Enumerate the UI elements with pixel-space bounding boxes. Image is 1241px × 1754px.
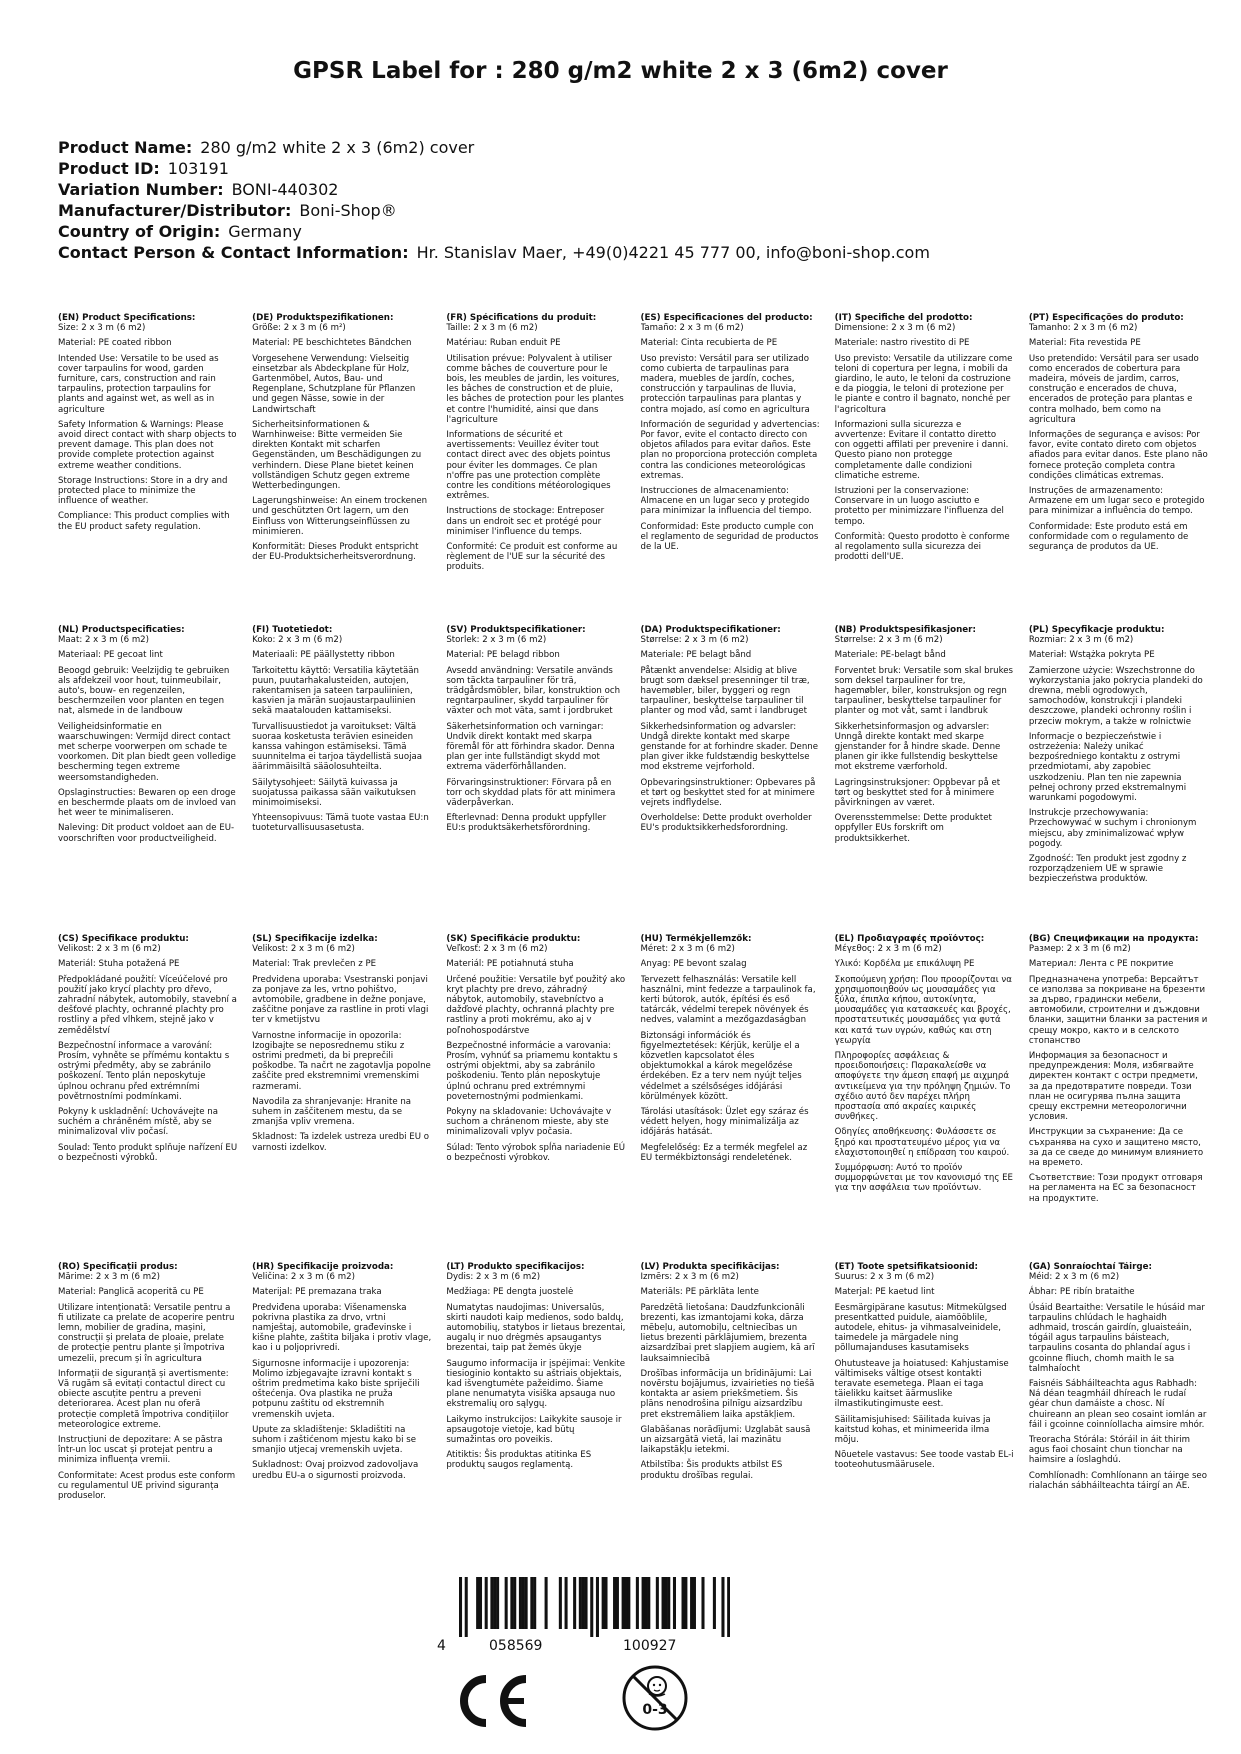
spec-paragraph: Materiál: PE potiahnutá stuha bbox=[446, 959, 574, 970]
spec-paragraph: Pokyny na skladovanie: Uchovávajte v suchom a chránenom mieste, aby ste minimalizovali vplyv počasia. bbox=[446, 1107, 612, 1138]
spec-paragraph: Súlad: Tento výrobok spĺňa nariadenie EÚ o bezpečnosti výrobkov. bbox=[446, 1142, 626, 1163]
spec-paragraph: Tamanho: 2 x 3 m (6 m2) bbox=[1028, 323, 1138, 334]
spec-paragraph: Předpokládané použití: Víceúčelové pro použití jako krycí plachty pro dřevo, zahradní nábytek, automobily, stavební a dešťové plachty, ochranné plachty pro rostliny a před vlhkem, stejně jako v zemědělství bbox=[58, 974, 237, 1036]
barcode-digits-left: 058569 bbox=[489, 1638, 543, 1654]
barcode-bar bbox=[485, 1577, 488, 1629]
spec-paragraph: Μέγεθος: 2 x 3 m (6 m2) bbox=[834, 944, 942, 955]
spec-paragraph: Uso previsto: Versátil para ser utilizado como cubierta de tarpaulinas para madera, muebles de jardín, coches, construcción y tarpaulinas de lluvia, protección tarpaulinas para plantas y contra mojado, así como en agricultura bbox=[640, 353, 810, 415]
spec-paragraph: Conformidad: Este producto cumple con el reglamento de seguridad de productos de la UE. bbox=[640, 521, 819, 553]
spec-paragraph: Taille: 2 x 3 m (6 m2) bbox=[446, 323, 538, 334]
barcode-bar bbox=[602, 1577, 605, 1629]
barcode-bar bbox=[662, 1577, 665, 1629]
spec-heading: (BG) Спецификации на продукта: bbox=[1028, 934, 1199, 944]
spec-paragraph: Navodila za shranjevanje: Hranite na suhem in zaščitenem mestu, da se zmanjša vpliv vremena. bbox=[252, 1096, 412, 1128]
barcode-bar bbox=[673, 1577, 676, 1629]
spec-paragraph: Съответствие: Този продукт отговаря на регламента на ЕС за безопасност на продуктите. bbox=[1028, 1173, 1203, 1204]
spec-section bbox=[252, 1262, 431, 1566]
spec-paragraph: Predvidena uporaba: Vsestranski ponjavi za ponjave za les, vrtno pohištvo, avtomobile, gradbene in dežne ponjave, zaščitne ponjave za rastline in proti vlagi ter v kmetijstvu bbox=[252, 974, 429, 1026]
spec-paragraph: Upute za skladištenje: Skladištiti na suhom i zaštićenom mjestu kako bi se smanjio utjecaj vremenskih uvjeta. bbox=[252, 1424, 416, 1456]
barcode-bar bbox=[545, 1577, 548, 1629]
spec-paragraph: Material: PE belagd ribbon bbox=[446, 650, 560, 661]
barcode-bar bbox=[513, 1577, 516, 1629]
barcode-bar bbox=[579, 1577, 582, 1629]
barcode-bar bbox=[701, 1577, 704, 1629]
spec-paragraph: Forventet bruk: Versatile som skal brukes som deksel tarpauliner for tre, hagemøbler, biler, konstruksjon og regn tarpauliner, beskyttelse tarpauliner for planter og mot våt, samt i landbruk bbox=[834, 665, 1014, 717]
spec-paragraph: Efterlevnad: Denna produkt uppfyller EU:s produktsäkerhetsförordning. bbox=[446, 813, 607, 834]
spec-paragraph: Conformité: Ce produit est conforme au règlement de l'UE sur la sécurité des produits. bbox=[446, 542, 618, 573]
spec-paragraph: Yhteensopivuus: Tämä tuote vastaa EU:n tuoteturvallisuusasetusta. bbox=[252, 813, 429, 834]
barcode-bar bbox=[496, 1577, 499, 1629]
spec-heading: (DE) Produktspezifikationen: bbox=[252, 313, 394, 323]
spec-paragraph: Σκοπούμενη χρήση: Που προορίζονται να χρησιμοποιηθούν ως μουσαμάδες για ξύλα, έπιπλα κήπου, αυτοκίνητα, μουσαμάδες για κατασκευές και βροχές, προστατευτικές μουσαμάδες για φυτά και κατά των υγρών, καθώς και στη γεωργία bbox=[834, 974, 1012, 1046]
spec-section bbox=[1029, 934, 1208, 1262]
spec-paragraph: Tarkoitettu käyttö: Versatilia käytetään puun, puutarhakalusteiden, autojen, rakentamisen ja sateen tarpauliinien, kasvien ja märän suojaustarpauliinien sekä maatalouden kattamiseksi. bbox=[252, 665, 419, 717]
spec-paragraph: Storlek: 2 x 3 m (6 m2) bbox=[446, 635, 547, 646]
spec-section bbox=[58, 1262, 237, 1566]
barcode-bar bbox=[510, 1577, 513, 1629]
spec-paragraph: Material: PE beschichtetes Bändchen bbox=[252, 338, 412, 349]
barcode-digits-right: 100927 bbox=[623, 1638, 677, 1654]
spec-heading: (LT) Produkto specifikacijos: bbox=[446, 1262, 585, 1272]
spec-section bbox=[641, 934, 820, 1262]
spec-heading: (HR) Specifikacije proizvoda: bbox=[252, 1262, 394, 1272]
spec-paragraph: Zamierzone użycie: Wszechstronne do wykorzystania jako pokrycia plandeki do drewna, mebli ogrodowych, samochodów, konstrukcji i plandeki deszczowe, plandeki ochronny roślin i przeciw mokrym, a także w rolnictwie bbox=[1028, 665, 1203, 727]
spec-paragraph: Vorgesehene Verwendung: Vielseitig einsetzbar als Abdeckplane für Holz, Gartenmöbel, Autos, Bau- und Regenplane, Schutzplane für Pflanzen und gegen Nässe, sowie in der Landwirtschaft bbox=[252, 353, 416, 415]
product-info bbox=[58, 137, 1188, 263]
spec-paragraph: Veličina: 2 x 3 m (6 m2) bbox=[252, 1272, 355, 1283]
spec-paragraph: Sukladnost: Ovaj proizvod zadovoljava uredbu EU-a o sigurnosti proizvoda. bbox=[252, 1460, 419, 1481]
spec-heading: (DA) Produktspecifikationer: bbox=[640, 625, 781, 635]
info-row bbox=[58, 200, 1188, 221]
info-value: 103191 bbox=[167, 159, 229, 178]
spec-paragraph: Lagringsinstruksjoner: Oppbevar på et tørt og beskyttet sted for å minimere påvirkningen av været. bbox=[834, 777, 1001, 809]
page-title: GPSR Label for : 280 g/m2 white 2 x 3 (6m2) cover bbox=[293, 58, 948, 84]
spec-paragraph: Maat: 2 x 3 m (6 m2) bbox=[58, 635, 150, 646]
spec-section bbox=[252, 313, 431, 625]
spec-paragraph: Sikkerhedsinformation og advarsler: Undgå direkte kontakt med skarpe genstande for at forhindre skader. Denne plan giver ikke fuldstændig beskyttelse mod ekstreme vejrforhold. bbox=[640, 721, 819, 773]
spec-heading: (ET) Toote spetsifikatsioonid: bbox=[834, 1262, 979, 1272]
barcode-bar bbox=[690, 1577, 693, 1629]
info-label: Contact Person & Contact Information: bbox=[58, 243, 409, 262]
spec-paragraph: Velikost: 2 x 3 m (6 m2) bbox=[252, 944, 355, 955]
spec-paragraph: Информация за безопасност и предупреждения: Моля, избягвайте директен контакт с остри предмети, за да предотвратите повреди. Този план не осигурява пълна защита срещу екстремни метеорологични условия. bbox=[1028, 1051, 1198, 1123]
spec-paragraph: Opslaginstructies: Bewaren op een droge en beschermde plaats om de invloed van het weer te minimaliseren. bbox=[58, 787, 236, 819]
spec-heading: (EL) Προδιαγραφές προϊόντος: bbox=[834, 934, 985, 944]
spec-heading: (PL) Specyfikacje produktu: bbox=[1028, 625, 1165, 635]
barcode-bar bbox=[590, 1577, 593, 1637]
spec-section bbox=[835, 934, 1014, 1262]
barcode-bar bbox=[713, 1577, 716, 1629]
barcode-bar bbox=[624, 1577, 627, 1629]
spec-paragraph: Comhlíonadh: Comhlíonann an táirge seo rialachán sábháilteachta táirgí an AE. bbox=[1028, 1470, 1207, 1491]
spec-paragraph: Materiale: PE belagt bånd bbox=[640, 650, 752, 661]
spec-paragraph: Skladnost: Ta izdelek ustreza uredbi EU o varnosti izdelkov. bbox=[252, 1132, 429, 1153]
spec-paragraph: Ohutusteave ja hoiatused: Kahjustamise vältimiseks vältige otsest kontakti teravate esemetega. Plaan ei taga täielikku kaitset äärmuslike ilmastikutingimuste eest. bbox=[834, 1358, 1009, 1410]
barcode-bar bbox=[476, 1577, 479, 1629]
spec-paragraph: Συμμόρφωση: Αυτό το προϊόν συμμορφώνεται με τον κανονισμό της ΕΕ για την ασφάλεια των προϊόντων. bbox=[834, 1163, 1013, 1194]
barcode-bar bbox=[642, 1577, 645, 1629]
info-label: Manufacturer/Distributor: bbox=[58, 201, 292, 220]
spec-paragraph: Safety Information & Warnings: Please avoid direct contact with sharp objects to prevent damage. This plan does not provide complete protection against extreme weather conditions. bbox=[58, 419, 237, 471]
barcode-bar bbox=[727, 1577, 730, 1637]
spec-paragraph: Materiaali: PE päällystetty ribbon bbox=[252, 650, 395, 661]
spec-paragraph: Utilisation prévue: Polyvalent à utiliser comme bâches de couverture pour le bois, les meubles de jardin, les voitures, les bâches de construction et de pluie, les bâches de protection pour les plantes et contre l'humidité, ainsi que dans l'agriculture bbox=[446, 353, 624, 425]
spec-paragraph: Určené použitie: Versatile byť použitý ako kryt plachty pre drevo, záhradný nábytok, automobily, stavebníctvo a dažďové plachty, ochranná plachty pre rastliny a proti mokrému, ako aj v poľnohospodárstve bbox=[446, 974, 626, 1036]
spec-heading: (ES) Especificaciones del producto: bbox=[640, 313, 813, 323]
spec-paragraph: Förvaringsinstruktioner: Förvara på en torr och skyddad plats för att minimera väderpåverkan. bbox=[446, 777, 616, 809]
spec-paragraph: Säilitamisjuhised: Säilitada kuivas ja kaitstud kohas, et minimeerida ilma mõju. bbox=[834, 1414, 991, 1446]
spec-paragraph: Materiał: Wstążka pokryta PE bbox=[1028, 650, 1155, 661]
spec-heading: (SK) Špecifikácie produktu: bbox=[446, 934, 581, 944]
spec-heading: (LV) Produkta specifikācijas: bbox=[640, 1262, 780, 1272]
info-row bbox=[58, 221, 1188, 242]
spec-paragraph: Koko: 2 x 3 m (6 m2) bbox=[252, 635, 343, 646]
spec-paragraph: Informations de sécurité et avertissements: Veuillez éviter tout contact direct avec des objets pointus pour éviter les dommages. Ce plan n'offre pas une protection complète contre les conditions météorologiques extrêmes. bbox=[446, 430, 611, 502]
barcode bbox=[433, 1577, 730, 1663]
spec-paragraph: Utilizare intenționată: Versatile pentru a fi utilizate ca prelate de acoperire pentru lemn, mobilier de gradina, mașini, construcții și prelata de ploaie, prelate de protecție pentru plante și împotriva umezelii, precum și în agricultura bbox=[58, 1302, 235, 1364]
spec-section bbox=[58, 934, 237, 1262]
info-label: Country of Origin: bbox=[58, 222, 221, 241]
spec-paragraph: Sikkerhetsinformasjon og advarsler: Unngå direkte kontakt med skarpe gjenstander for å hindre skade. Denne planen gir ikke fullstendig beskyttelse mot ekstreme værforhold. bbox=[834, 721, 1001, 773]
spec-paragraph: Material: PE coated ribbon bbox=[58, 338, 172, 349]
spec-paragraph: Paredzētā lietošana: Daudzfunkcionāli brezenti, kas izmantojami koka, dārza mēbeļu, automobiļu, celtniecības un lietus brezenti pārklājumiem, brezenta aizsardzībai pret slapjiem augiem, kā arī lauksaimniecībā bbox=[640, 1302, 815, 1364]
spec-paragraph: Veľkosť: 2 x 3 m (6 m2) bbox=[446, 944, 548, 955]
spec-paragraph: Konformität: Dieses Produkt entspricht der EU-Produktsicherheitsverordnung. bbox=[252, 542, 419, 563]
barcode-digit-prefix: 4 bbox=[437, 1638, 446, 1654]
info-value: Hr. Stanislav Maer, +49(0)4221 45 777 00, info@boni-shop.com bbox=[416, 243, 930, 262]
spec-paragraph: Instrucciones de almacenamiento: Almacene en un lugar seco y protegido para minimizar la influencia del tiempo. bbox=[640, 486, 812, 517]
spec-paragraph: Conformità: Questo prodotto è conforme al regolamento sulla sicurezza dei prodotti dell'UE. bbox=[834, 531, 1010, 563]
spec-paragraph: Материал: Лента с PE покритие bbox=[1028, 959, 1174, 970]
spec-paragraph: Opbevaringsinstruktioner: Opbevares på et tørt og beskyttet sted for at minimere vejrets indflydelse. bbox=[640, 777, 816, 809]
barcode-bar bbox=[530, 1577, 533, 1629]
barcode-bar bbox=[493, 1577, 496, 1629]
spec-paragraph: Instrukcje przechowywania: Przechowywać w suchym i chronionym miejscu, aby zminimalizować wpływ pogody. bbox=[1028, 808, 1197, 849]
spec-paragraph: Izmērs: 2 x 3 m (6 m2) bbox=[640, 1272, 739, 1283]
spec-paragraph: Megfelelőség: Ez a termék megfelel az EU termékbiztonsági rendeletének. bbox=[640, 1142, 808, 1163]
barcode-bar bbox=[525, 1577, 528, 1629]
info-value: BONI-440302 bbox=[231, 180, 339, 199]
barcode-bar bbox=[582, 1577, 585, 1629]
barcode-bar bbox=[656, 1577, 659, 1629]
spec-section bbox=[835, 1262, 1014, 1566]
info-value: Germany bbox=[228, 222, 302, 241]
age-warning-icon bbox=[621, 1664, 689, 1732]
barcode-bar bbox=[573, 1577, 576, 1629]
spec-heading: (IT) Specifiche del prodotto: bbox=[834, 313, 973, 323]
spec-section bbox=[446, 313, 625, 625]
barcode-bar bbox=[684, 1577, 687, 1629]
barcode-bars bbox=[459, 1577, 730, 1637]
spec-paragraph: Conformitate: Acest produs este conform cu regulamentul UE privind siguranța produselor. bbox=[58, 1470, 236, 1502]
barcode-bar bbox=[693, 1577, 696, 1629]
info-row bbox=[58, 242, 1188, 263]
spec-section bbox=[1029, 625, 1208, 934]
spec-paragraph: Nõuetele vastavus: See toode vastab EL-i tooteohutusmäärusele. bbox=[834, 1450, 1014, 1471]
spec-paragraph: Rozmiar: 2 x 3 m (6 m2) bbox=[1028, 635, 1134, 646]
spec-section bbox=[835, 313, 1014, 625]
spec-paragraph: Velikost: 2 x 3 m (6 m2) bbox=[58, 944, 161, 955]
spec-paragraph: Turvallisuustiedot ja varoitukset: Vältä suoraa kosketusta terävien esineiden kanssa vahingon estämiseksi. Tämä suunnitelma ei tarjoa täydellistä suojaa äärimmäisiltä sääolosuhteilta. bbox=[252, 721, 423, 773]
spec-paragraph: Materjal: PE kaetud lint bbox=[834, 1287, 935, 1298]
spec-paragraph: Размер: 2 x 3 m (6 m2) bbox=[1028, 944, 1131, 955]
spec-paragraph: Avsedd användning: Versatile används som täckta tarpauliner för trä, trädgårdsmöbler, bilar, konstruktion och regntarpauliner, skydd tarpauliner för växter och mot väta, samt i jordbruket bbox=[446, 665, 621, 717]
spec-paragraph: Storage Instructions: Store in a dry and protected place to minimize the influence of weather. bbox=[58, 475, 228, 507]
spec-paragraph: Laikymo instrukcijos: Laikykite sausoje ir apsaugotoje vietoje, kad būtų sumažintas oro poveikis. bbox=[446, 1414, 622, 1446]
barcode-bar bbox=[559, 1577, 562, 1629]
spec-section bbox=[446, 934, 625, 1262]
spec-paragraph: Størrelse: 2 x 3 m (6 m2) bbox=[640, 635, 749, 646]
spec-paragraph: Pokyny k uskladnění: Uchovávejte na suchém a chráněném místě, aby se minimalizoval vliv počasí. bbox=[58, 1107, 218, 1138]
spec-paragraph: Úsáid Beartaithe: Versatile le húsáid mar tarpaulins chlúdach le haghaidh adhmaid, troscán gairdín, gluaisteáin, tógáil agus tarpaulins báisteach, tarpaulins cosanta do phlandaí agus i gcoinne fliuch, chomh maith le sa talmhaíocht bbox=[1028, 1302, 1205, 1374]
spec-paragraph: Naleving: Dit product voldoet aan de EU-voorschriften voor productveiligheid. bbox=[58, 823, 235, 844]
spec-paragraph: Bezpečnostní informace a varování: Prosím, vyhněte se přímému kontaktu s ostrými předměty, aby se zabránilo poškození. Tento plán neposkytuje úplnou ochranu před extrémními povětrnostními podmínkami. bbox=[58, 1040, 230, 1102]
spec-paragraph: Инструкции за съхранение: Да се съхранява на сухо и защитено място, за да се сведе до минимум влиянието на времето. bbox=[1028, 1127, 1204, 1169]
spec-section bbox=[641, 313, 820, 625]
spec-paragraph: Faisnéis Sábháilteachta agus Rabhadh: Ná déan teagmháil dhíreach le rudaí géar chun damáiste a chosc. Ní chuireann an plean seo cosaint iomlán ar fáil i gcoinne coinníollacha aimsire mhór. bbox=[1028, 1379, 1207, 1430]
spec-paragraph: Size: 2 x 3 m (6 m2) bbox=[58, 323, 146, 334]
spec-heading: (SV) Produktspecifikationer: bbox=[446, 625, 586, 635]
spec-paragraph: Informazioni sulla sicurezza e avvertenze: Evitare il contatto diretto con oggetti affilati per prevenire i danni. Questo piano non protegge completamente dalle condizioni climatiche estreme. bbox=[834, 419, 1009, 481]
info-label: Product Name: bbox=[58, 138, 193, 157]
spec-paragraph: Informații de siguranță și avertismente: Vă rugăm să evitați contactul direct cu obiecte ascuțite pentru a preveni deteriorarea. Acest plan nu oferă protecție completă împotriva condițiilor meteorologice extreme. bbox=[58, 1368, 229, 1430]
spec-paragraph: Ábhar: PE ribín brataithe bbox=[1028, 1287, 1135, 1298]
spec-heading: (SL) Specifikacije izdelka: bbox=[252, 934, 378, 944]
specifications-grid bbox=[58, 313, 1208, 1566]
spec-section bbox=[446, 625, 625, 934]
spec-heading: (FI) Tuotetiedot: bbox=[252, 625, 333, 635]
barcode-bar bbox=[479, 1577, 482, 1629]
barcode-bar bbox=[647, 1577, 650, 1629]
barcode-bar bbox=[721, 1577, 724, 1637]
spec-section bbox=[1029, 1262, 1208, 1566]
spec-paragraph: Materijal: PE premazana traka bbox=[252, 1287, 382, 1298]
info-row bbox=[58, 179, 1188, 200]
barcode-bar bbox=[533, 1577, 536, 1629]
spec-paragraph: Tervezett felhasználás: Versatile kell használni, mint fedezze a tarpaulinok fa, kerti bútorok, autók, építési és eső tatárcák, védelmi terepek növények és nedves, valamint a mezőgazdaságban bbox=[640, 974, 816, 1026]
barcode-bar bbox=[636, 1577, 639, 1629]
age-warning-label: 0-3 bbox=[642, 1702, 668, 1718]
spec-paragraph: Varnostne informacije in opozorila: Izogibajte se neposrednemu stiku z ostrimi predmeti, da bi preprečili poškodbe. Ta načrt ne zagotavlja popolne zaščite pred ekstremnimi vremenskimi razmerami. bbox=[252, 1030, 431, 1092]
spec-paragraph: Sicherheitsinformationen & Warnhinweise: Bitte vermeiden Sie direkten Kontakt mit scharfen Gegenständen, um Beschädigungen zu verhindern. Diese Plane bietet keinen vollständigen Schutz gegen extreme Wetterbedingungen. bbox=[252, 419, 422, 492]
barcode-bar bbox=[627, 1577, 630, 1629]
ce-mark-icon bbox=[452, 1673, 532, 1729]
spec-paragraph: Tárolási utasítások: Üzlet egy száraz és védett helyen, hogy minimalizálja az időjárás hatását. bbox=[640, 1107, 809, 1138]
spec-paragraph: Størrelse: 2 x 3 m (6 m2) bbox=[834, 635, 943, 646]
spec-paragraph: Påtænkt anvendelse: Alsidig at blive brugt som dæksel presenninger til træ, havemøbler, biler, byggeri og regn tarpauliner, beskyttelse tarpauliner til planter og mod våd, samt i landbruget bbox=[640, 665, 810, 717]
spec-paragraph: Overholdelse: Dette produkt overholder EU's produktsikkerhedsforordning. bbox=[640, 813, 812, 834]
spec-paragraph: Biztonsági információk és figyelmeztetések: Kérjük, kerülje el a közvetlen kapcsolatot éles objektumokkal a károk megelőzése érdekében. Ez a terv nem nyújt teljes védelmet a szélsőséges időjárási körülmények között. bbox=[640, 1030, 802, 1102]
spec-paragraph: Méret: 2 x 3 m (6 m2) bbox=[640, 944, 735, 955]
spec-paragraph: Dydis: 2 x 3 m (6 m2) bbox=[446, 1272, 541, 1283]
barcode-bar bbox=[682, 1577, 685, 1629]
spec-paragraph: Предназначена употреба: Версайтът се използва за покриване на брезенти за дърво, градински мебели, автомобили, строителни и дъждовни бланки, защитни бланки за растения и срещу мокро, както и в селското стопанство bbox=[1028, 974, 1208, 1046]
spec-paragraph: Atbilstība: Šis produkts atbilst ES produktu drošības regulai. bbox=[640, 1460, 783, 1481]
spec-paragraph: Overensstemmelse: Dette produktet oppfyller EUs forskrift om produktsikkerhet. bbox=[834, 813, 992, 844]
spec-heading: (HU) Termékjellemzők: bbox=[640, 934, 752, 944]
spec-paragraph: Saugumo informacija ir įspėjimai: Venkite tiesioginio kontakto su aštriais objektais, kad išvengtumėte pažeidimo. Šiame plane nenumatyta visiška apsauga nuo ekstremalių oro sąlygų. bbox=[446, 1358, 626, 1410]
spec-paragraph: Materiale: nastro rivestito di PE bbox=[834, 338, 970, 349]
spec-paragraph: Instruções de armazenamento: Armazene em um lugar seco e protegido para minimizar a influência do tempo. bbox=[1028, 486, 1205, 517]
spec-paragraph: Atitiktis: Šis produktas atitinka ES produktų saugos reglamentą. bbox=[446, 1450, 592, 1471]
spec-paragraph: Informações de segurança e avisos: Por favor, evite contato direto com objetos afiados para evitar danos. Este plano não fornece proteção completa contra condições climáticas extremas. bbox=[1028, 430, 1208, 481]
spec-section bbox=[1029, 313, 1208, 625]
barcode-bar bbox=[596, 1577, 599, 1637]
spec-heading: (EN) Product Specifications: bbox=[58, 313, 196, 323]
spec-paragraph: Größe: 2 x 3 m (6 m²) bbox=[252, 323, 346, 334]
barcode-bar bbox=[585, 1577, 588, 1629]
spec-paragraph: Mărime: 2 x 3 m (6 m2) bbox=[58, 1272, 160, 1283]
spec-paragraph: Οδηγίες αποθήκευσης: Φυλάσσετε σε ξηρό και προστατευμένο μέρος για να ελαχιστοποιηθεί η επίδραση του καιρού. bbox=[834, 1127, 1010, 1158]
spec-paragraph: Matériau: Ruban enduit PE bbox=[446, 338, 561, 349]
barcode-bar bbox=[664, 1577, 667, 1629]
barcode-bar bbox=[505, 1577, 508, 1629]
spec-paragraph: Instructions de stockage: Entreposer dans un endroit sec et protégé pour minimiser l'influence du temps. bbox=[446, 506, 605, 537]
spec-paragraph: Material: Trak prevlečen z PE bbox=[252, 959, 377, 970]
spec-paragraph: Conformidade: Este produto está em conformidade com o regulamento de segurança de produtos da UE. bbox=[1028, 521, 1189, 553]
barcode-bar bbox=[604, 1577, 607, 1629]
barcode-bar bbox=[667, 1577, 670, 1629]
spec-section bbox=[641, 625, 820, 934]
spec-paragraph: Anyag: PE bevont szalag bbox=[640, 959, 747, 970]
info-value: Boni-Shop® bbox=[299, 201, 397, 220]
spec-paragraph: Méid: 2 x 3 m (6 m2) bbox=[1028, 1272, 1120, 1283]
spec-paragraph: Instrucțiuni de depozitare: A se păstra într-un loc uscat și protejat pentru a minimiza influența vremii. bbox=[58, 1435, 223, 1466]
spec-section bbox=[252, 934, 431, 1262]
spec-paragraph: Uso pretendido: Versátil para ser usado como encerados de cobertura para madeira, móveis de jardim, carros, construção e encerados de chuva, encerados de proteção para plantas e contra molhado, bem como na agricultura bbox=[1028, 353, 1199, 425]
barcode-bar bbox=[490, 1577, 493, 1629]
spec-paragraph: Bezpečnostné informácie a varovania: Prosím, vyhnúť sa priamemu kontaktu s ostrými objektmi, aby sa zabránilo poškodeniu. Tento plán neposkytuje úplnú ochranu pred extrémnymi poveternostnými podmienkami. bbox=[446, 1040, 618, 1102]
spec-paragraph: Säilytysohjeet: Säilytä kuivassa ja suojatussa paikassa sään vaikutuksen minimoimiseksi. bbox=[252, 777, 417, 809]
spec-section bbox=[835, 625, 1014, 934]
spec-section bbox=[446, 1262, 625, 1566]
barcode-bar bbox=[459, 1577, 462, 1637]
spec-heading: (NB) Produktspesifikasjoner: bbox=[834, 625, 976, 635]
barcode-bar bbox=[522, 1577, 525, 1629]
barcode-bar bbox=[613, 1577, 616, 1629]
barcode-bar bbox=[565, 1577, 568, 1629]
spec-paragraph: Material: Panglică acoperită cu PE bbox=[58, 1287, 204, 1298]
spec-paragraph: Veiligheidsinformatie en waarschuwingen: Vermijd direct contact met scherpe voorwerpen om schade te voorkomen. Dit plan biedt geen volledige bescherming tegen extreme weersomstandigheden. bbox=[58, 721, 236, 783]
spec-paragraph: Materiaal: PE gecoat lint bbox=[58, 650, 163, 661]
spec-paragraph: Soulad: Tento produkt splňuje nařízení EU o bezpečnosti výrobků. bbox=[58, 1142, 238, 1163]
spec-paragraph: Zgodność: Ten produkt jest zgodny z rozporządzeniem UE w sprawie bezpieczeństwa produktów. bbox=[1028, 854, 1187, 885]
info-row bbox=[58, 137, 1188, 158]
spec-paragraph: Materiál: Stuha potažená PE bbox=[58, 959, 180, 970]
spec-paragraph: Treoracha Stórála: Stóráil in áit thirim agus faoi chosaint chun tionchar na haimsire a íoslaghdú. bbox=[1028, 1435, 1191, 1466]
spec-paragraph: Informacje o bezpieczeństwie i ostrzeżenia: Należy unikać bezpośredniego kontaktu z ostrymi przedmiotami, aby zapobiec uszkodzeniu. Plan ten nie zapewnia pełnej ochrony przed ekstremalnymi warunkami pogodowymi. bbox=[1028, 731, 1187, 804]
info-label: Product ID: bbox=[58, 159, 160, 178]
info-label: Variation Number: bbox=[58, 180, 224, 199]
spec-paragraph: Sigurnosne informacije i upozorenja: Molimo izbjegavajte izravni kontakt s oštrim predmetima kako biste spriječili oštećenja. Ova plastika ne pruža potpunu zaštitu od ekstremnih vremenskih uvjeta. bbox=[252, 1358, 420, 1420]
spec-paragraph: Lagerungshinweise: An einem trockenen und geschützten Ort lagern, um den Einfluss von Witterungseinflüssen zu minimieren. bbox=[252, 496, 428, 537]
spec-paragraph: Dimensione: 2 x 3 m (6 m2) bbox=[834, 323, 956, 334]
spec-section bbox=[58, 313, 237, 625]
spec-paragraph: Tamaño: 2 x 3 m (6 m2) bbox=[640, 323, 744, 334]
spec-heading: (RO) Specificații produs: bbox=[58, 1262, 178, 1272]
spec-paragraph: Numatytas naudojimas: Universalūs, skirti naudoti kaip medienos, sodo baldų, automobilių, statybos ir lietaus brezentai, augalų ir nuo drėgmės apsaugantys brezentai, taip pat žemės ūkyje bbox=[446, 1302, 626, 1354]
spec-paragraph: Material: Fita revestida PE bbox=[1028, 338, 1141, 349]
spec-paragraph: Materiāls: PE pārklāta lente bbox=[640, 1287, 759, 1298]
info-value: 280 g/m2 white 2 x 3 (6m2) cover bbox=[200, 138, 475, 157]
barcode-bar bbox=[519, 1577, 522, 1629]
spec-paragraph: Beoogd gebruik: Veelzijdig te gebruiken als afdekzeil voor hout, tuinmeubilair, auto's, bouw- en regenzeilen, beschermzeilen voor planten en tegen nat, alsmede in de landbouw bbox=[58, 665, 230, 717]
spec-paragraph: Materiale: PE-belagt bånd bbox=[834, 650, 946, 661]
spec-paragraph: Intended Use: Versatile to be used as cover tarpaulins for wood, garden furniture, cars, construction and rain tarpaulins, protection tarpaulins for plants and against wet, as well as in agriculture bbox=[58, 353, 219, 415]
info-row bbox=[58, 158, 1188, 179]
barcode-bar bbox=[622, 1577, 625, 1629]
spec-heading: (NL) Productspecificaties: bbox=[58, 625, 185, 635]
spec-section bbox=[641, 1262, 820, 1566]
spec-paragraph: Eesmärgipärane kasutus: Mitmekülgsed presentkatted puidule, aiamööblile, autodele, ehitus- ja vihmasalveinidele, taimedele ja märgadele ning põllumajanduses kasutamiseks bbox=[834, 1302, 1007, 1354]
spec-paragraph: Compliance: This product complies with the EU product safety regulation. bbox=[58, 511, 230, 532]
barcode-bar bbox=[616, 1577, 619, 1629]
spec-section bbox=[252, 625, 431, 934]
spec-heading: (PT) Especificações do produto: bbox=[1028, 313, 1184, 323]
spec-paragraph: Πληροφορίες ασφάλειας & προειδοποιήσεις: Παρακαλείσθε να αποφύγετε την άμεση επαφή με αιχμηρά αντικείμενα για την πρόληψη ζημιών. Το σχέδιο αυτό δεν παρέχει πλήρη προστασία από ακραίες καιρικές συνθήκες. bbox=[834, 1051, 1011, 1123]
spec-paragraph: Istruzioni per la conservazione: Conservare in un luogo asciutto e protetto per minimizzare l'influenza del tempo. bbox=[834, 486, 1004, 527]
spec-paragraph: Drošības informācija un brīdinājumi: Lai novērstu bojājumus, izvairieties no tiešā kontakta ar asiem priekšmetiem. Šis plāns nenodrošina pilnīgu aizsardzību pret ekstremāliem laika apstākļiem. bbox=[640, 1368, 815, 1420]
spec-heading: (FR) Spécifications du produit: bbox=[446, 313, 597, 323]
barcode-bar bbox=[644, 1577, 647, 1629]
spec-paragraph: Säkerhetsinformation och varningar: Undvik direkt kontakt med skarpa föremål för att förhindra skador. Denna plan ger inte fullständigt skydd mot extrema väderförhållanden. bbox=[446, 721, 615, 773]
spec-paragraph: Glabāšanas norādījumi: Uzglabāt sausā un aizsargātā vietā, lai mazinātu laikapstākļu ietekmi. bbox=[640, 1424, 811, 1456]
spec-paragraph: Predviđena uporaba: Višenamenska pokrivna plastika za drvo, vrtni namještaj, automobile, građevinske i kišne plahte, zaštita biljaka i protiv vlage, kao i u poljoprivredi. bbox=[252, 1302, 432, 1354]
spec-heading: (CS) Specifikace produktu: bbox=[58, 934, 189, 944]
barcode-bar bbox=[465, 1577, 468, 1637]
spec-paragraph: Material: Cinta recubierta de PE bbox=[640, 338, 778, 349]
spec-paragraph: Información de seguridad y advertencias: Por favor, evite el contacto directo con objetos afilados para evitar daños. Este plan no proporciona protección completa contra las condiciones meteorológicas extremas. bbox=[640, 419, 820, 481]
spec-paragraph: Υλικό: Κορδέλα με επικάλυψη PE bbox=[834, 959, 975, 970]
spec-section bbox=[58, 625, 237, 934]
spec-paragraph: Medžiaga: PE dengta juostelė bbox=[446, 1287, 574, 1298]
spec-heading: (GA) Sonraíochtaí Táirge: bbox=[1028, 1262, 1153, 1272]
spec-paragraph: Uso previsto: Versatile da utilizzare come teloni di copertura per legna, i mobili da giardino, le auto, le teloni da costruzione e da pioggia, le teloni di protezione per le piante e contro il bagnato, nonché per l'agricoltura bbox=[834, 353, 1013, 415]
spec-paragraph: Suurus: 2 x 3 m (6 m2) bbox=[834, 1272, 935, 1283]
